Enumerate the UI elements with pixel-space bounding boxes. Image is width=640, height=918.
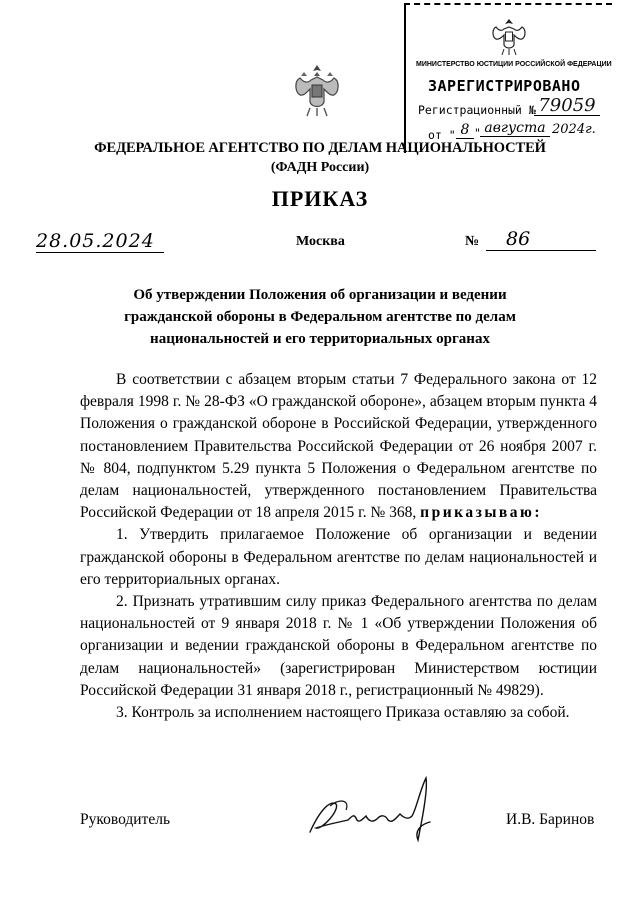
stamp-date-year: 2024г. bbox=[552, 122, 596, 137]
document-city: Москва bbox=[296, 234, 345, 249]
handwritten-signature-icon bbox=[300, 770, 450, 850]
registration-stamp bbox=[404, 3, 612, 153]
document-date: 28.05.2024 bbox=[36, 230, 164, 253]
stamp-reg-number: 79059 bbox=[534, 97, 600, 116]
preamble-paragraph bbox=[80, 369, 597, 524]
document-body bbox=[80, 369, 597, 724]
agency-emblem-icon bbox=[292, 62, 342, 120]
stamp-ministry: МИНИСТЕРСТВО ЮСТИЦИИ РОССИЙСКОЙ ФЕДЕРАЦИИ bbox=[416, 61, 612, 68]
preamble-text: В соответствии с абзацем вторым статьи 7 Федерального закона от 12 февраля 1998 г. № 28-ФЗ «О гражданской обороне», абзацем вторым пункта 4 Положения о гражданской обороне в Российской Федерации, утвержденного постановлением Правительства Российской Федерации от 26 ноября 2007 г. № 804, подпунктом 5.29 пункта 5 Положения о Федеральном агентстве по делам национальностей, утвержденного постановлением Правительства Российской Федерации от 18 апреля 2015 г. № 368, bbox=[80, 371, 597, 522]
coat-of-arms-icon bbox=[490, 15, 528, 57]
stamp-date-month: августа bbox=[480, 120, 550, 137]
stamp-reg-label: Регистрационный № bbox=[418, 103, 536, 117]
signer-title: Руководитель bbox=[80, 811, 171, 828]
document-number: 86 bbox=[486, 228, 596, 251]
order-word: приказываю: bbox=[420, 504, 543, 522]
stamp-date-quote: " bbox=[474, 126, 481, 140]
item-3: 3. Контроль за исполнением настоящего Приказа оставляю за собой. bbox=[116, 704, 570, 722]
document-number-label: № bbox=[465, 234, 480, 249]
document-title: Об утверждении Положения об организации и ведении гражданской обороны в Федеральном агентстве по делам национальностей и его территориальных органах bbox=[124, 287, 516, 347]
agency-short-name: (ФАДН России) bbox=[270, 160, 370, 175]
signer-name: И.В. Баринов bbox=[506, 811, 595, 828]
stamp-date-prefix: от " bbox=[428, 128, 456, 142]
stamp-date-day: 8 bbox=[456, 122, 474, 139]
document-type: ПРИКАЗ bbox=[271, 186, 369, 211]
item-2: 2. Признать утратившим силу приказ Федерального агентства по делам национальностей от 9 января 2018 г. № 1 «Об утверждении Положения об организации и ведении гражданской обороны в Федеральном агентстве по делам национальностей» (зарегистрирован Министерством юстиции Российской Федерации 31 января 2018 г., регистрационный № 49829). bbox=[80, 593, 597, 699]
item-1: 1. Утвердить прилагаемое Положение об организации и ведении гражданской обороны в Федеральном агентстве по делам национальностей и его территориальных органах. bbox=[80, 526, 597, 588]
stamp-status: ЗАРЕГИСТРИРОВАНО bbox=[428, 77, 581, 95]
agency-name: ФЕДЕРАЛЬНОЕ АГЕНТСТВО ПО ДЕЛАМ НАЦИОНАЛЬНОСТЕЙ bbox=[94, 140, 546, 156]
